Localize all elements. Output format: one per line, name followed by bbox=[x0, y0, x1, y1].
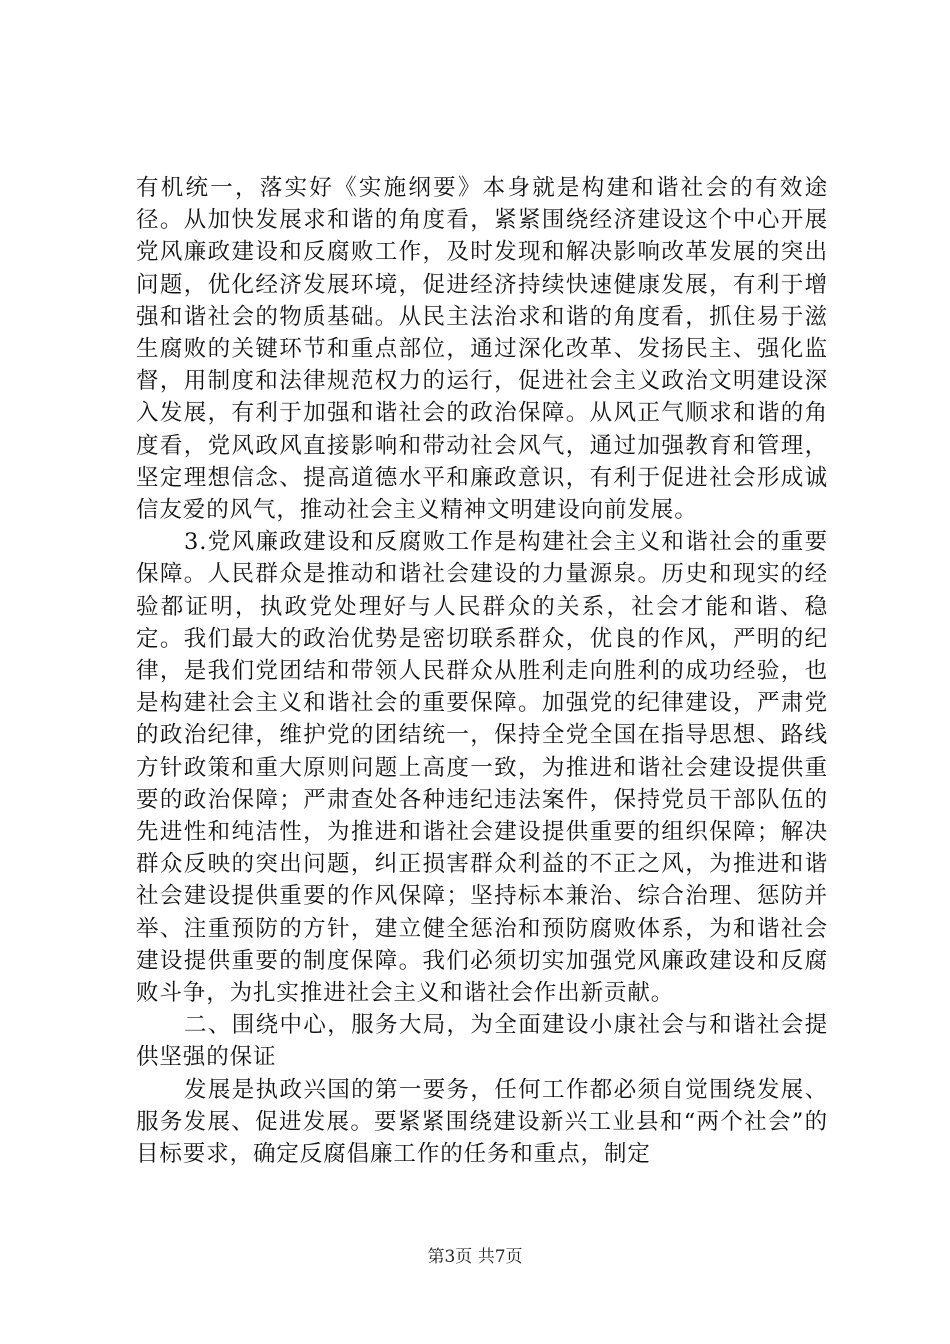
page-number: 第3页 共7页 bbox=[427, 1247, 523, 1267]
paragraph-2: 3.党风廉政建设和反腐败工作是构建社会主义和谐社会的重要保障。人民群众是推动和谐社会建设的力量源泉。历史和现实的经验都证明，执政党处理好与人民群众的关系，社会才能和谐、稳定。我们最大的政治优势是密切联系群众，优良的作风，严明的纪律，是我们党团结和带领人民群众从胜利走向胜利的成功经验，也是构建社会主义和谐社会的重要保障。加强党的纪律建设，严肃党的政治纪律，维护党的团结统一，保持全党全国在指导思想、路线方针政策和重大原则问题上高度一致，为推进和谐社会建设提供重要的政治保障；严肃查处各种违纪违法案件，保持党员干部队伍的先进性和纯洁性，为推进和谐社会建设提供重要的组织保障；解决群众反映的突出问题，纠正损害群众利益的不正之风，为推进和谐社会建设提供重要的作风保障；坚持标本兼治、综合治理、惩防并举、注重预防的方针，建立健全惩治和预防腐败体系，为和谐社会建设提供重要的制度保障。我们必须切实加强党风廉政建设和反腐败斗争，为扎实推进社会主义和谐社会作出新贡献。 bbox=[136, 529, 828, 1007]
paragraph-1: 有机统一，落实好《实施纲要》本身就是构建和谐社会的有效途径。从加快发展求和谐的角度看，紧紧围绕经济建设这个中心开展党风廉政建设和反腐败工作，及时发现和解决影响改革发展的突出问题，优化经济发展环境，促进经济持续快速健康发展，有利于增强和谐社会的物质基础。从民主法治求和谐的角度看，抓住易于滋生腐败的关键环节和重点部位，通过深化改革、发扬民主、强化监督，用制度和法律规范权力的运行，促进社会主义政治文明建设深入发展，有利于加强和谐社会的政治保障。从风正气顺求和谐的角度看，党风政风直接影响和带动社会风气，通过加强教育和管理，坚定理想信念、提高道德水平和廉政意识，有利于促进社会形成诚信友爱的风气，推动社会主义精神文明建设向前发展。 bbox=[136, 175, 828, 524]
paragraph-3: 发展是执政兴国的第一要务，任何工作都必须自觉围绕发展、服务发展、促进发展。要紧紧围绕建设新兴工业县和“两个社会”的目标要求，确定反腐倡廉工作的任务和重点，制定 bbox=[136, 1076, 828, 1168]
section-heading: 二、围绕中心，服务大局，为全面建设小康社会与和谐社会提供坚强的保证 bbox=[136, 1012, 828, 1071]
document-body bbox=[136, 172, 828, 1170]
